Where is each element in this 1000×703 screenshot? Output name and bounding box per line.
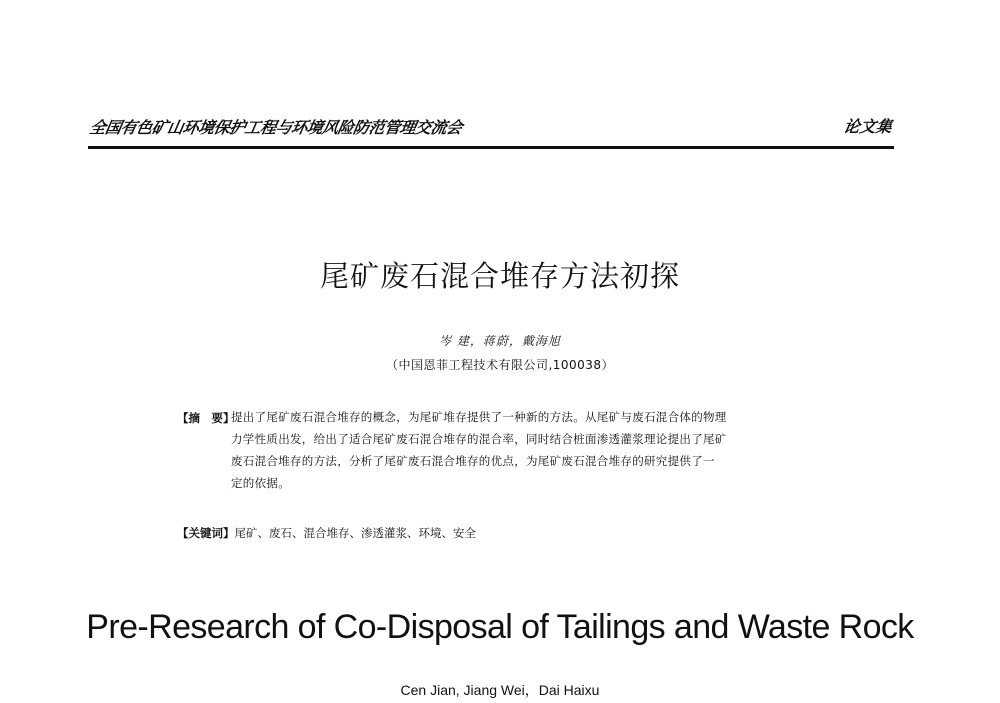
abstract-label: 【摘 要】 xyxy=(177,411,235,425)
keywords xyxy=(177,525,476,541)
running-header xyxy=(88,112,894,152)
paper-title-en: Pre-Research of Co-Disposal of Tailings and Waste Rock xyxy=(86,608,914,646)
abstract-line: 定的依据。 xyxy=(231,476,290,490)
paper-title-cn: 尾矿废石混合堆存方法初探 xyxy=(319,259,680,293)
authors-en: Cen Jian, Jiang Wei，Dai Haixu xyxy=(400,682,600,698)
collection-label: 论文集 xyxy=(842,117,894,136)
authors-cn: 岑 建，蒋蔚，戴海旭 xyxy=(439,334,561,348)
keywords-label: 【关键词】 xyxy=(177,526,235,540)
header-rule xyxy=(88,146,894,149)
affiliation-cn: （中国恩菲工程技术有限公司,100038） xyxy=(385,358,615,372)
abstract-text xyxy=(231,410,831,498)
conference-name: 全国有色矿山环境保护工程与环境风险防范管理交流会 xyxy=(88,118,464,137)
keywords-text: 尾矿、废石、混合堆存、渗透灌浆、环境、安全 xyxy=(234,526,476,540)
abstract-line: 废石混合堆存的方法，分析了尾矿废石混合堆存的优点，为尾矿废石混合堆存的研究提供了一 xyxy=(231,454,715,468)
abstract-line: 力学性质出发，给出了适合尾矿废石混合堆存的混合率，同时结合桩面渗透灌浆理论提出了尾矿 xyxy=(231,432,727,446)
abstract-line: 提出了尾矿废石混合堆存的概念，为尾矿堆存提供了一种新的方法。从尾矿与废石混合体的物理 xyxy=(231,410,727,424)
